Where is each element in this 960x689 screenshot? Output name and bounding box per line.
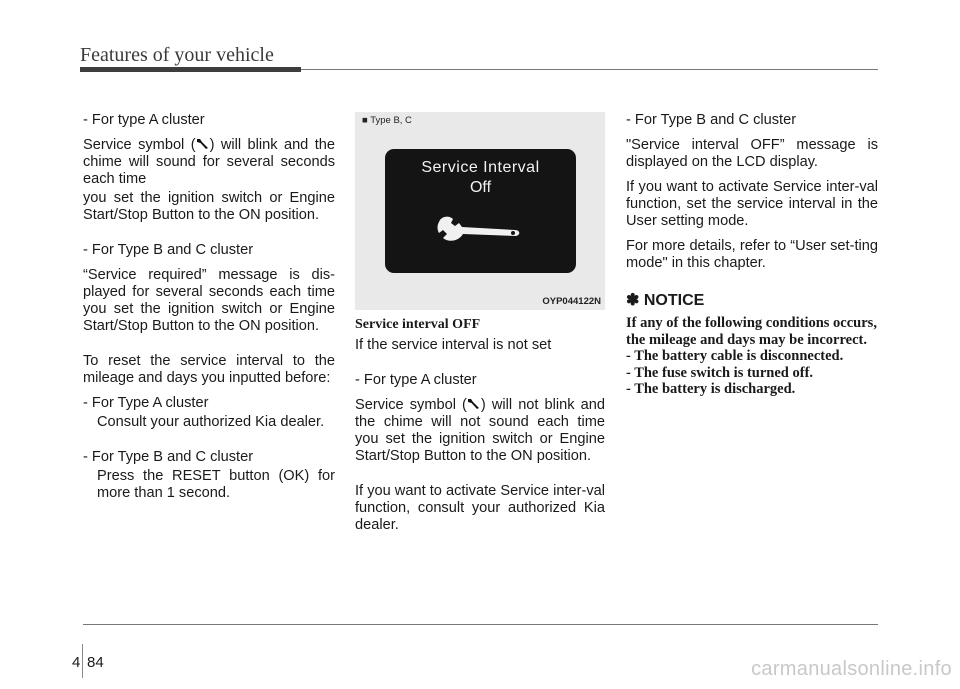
page-number: 84 <box>87 654 104 671</box>
wrench-icon <box>435 213 525 247</box>
figure-label: ■ Type B, C <box>362 115 412 126</box>
column-left <box>83 112 335 510</box>
lcd-text-line1: Service Interval <box>421 159 540 176</box>
wrench-icon <box>196 138 210 150</box>
paragraph <box>355 397 605 465</box>
watermark: carmanualsonline.info <box>751 658 952 680</box>
notice-body <box>626 315 878 398</box>
text-span: Service symbol ( <box>355 397 467 413</box>
section-heading: Service interval OFF <box>355 317 481 332</box>
chapter-number: 4 <box>72 654 81 671</box>
list-item-body: Consult your authorized Kia dealer. <box>97 414 325 430</box>
wrench-icon <box>467 398 481 410</box>
paragraph: To reset the service interval to the mileage and days you inputted before: <box>83 353 335 386</box>
paragraph: "Service interval OFF” message is displayed on the LCD display. <box>626 137 878 170</box>
footer-divider <box>82 644 83 678</box>
paragraph: you set the ignition switch or Engine Start/Stop Button to the ON position. <box>83 190 335 223</box>
notice-intro: If any of the following conditions occurs, the mileage and days may be incorrect. <box>626 315 877 348</box>
paragraph <box>83 137 335 188</box>
text-span: ) will blink and the chime will sound for several seconds each time <box>83 137 335 187</box>
cluster-figure <box>355 112 605 310</box>
column-right <box>626 112 878 398</box>
footer-rule <box>83 624 878 625</box>
paragraph: - For Type B and C cluster <box>626 112 797 128</box>
paragraph: If you want to activate Service inter-val function, consult your authorized Kia dealer. <box>355 483 605 533</box>
text-span: ) will not blink and the chime will not sound each time you set the ignition switch or Engine Start/Stop Button to the ON position. <box>355 397 605 464</box>
lcd-display <box>385 149 576 273</box>
paragraph: - For type A cluster <box>355 372 477 388</box>
page-header-title: Features of your vehicle <box>80 44 274 66</box>
paragraph: - For type A cluster <box>83 112 205 128</box>
paragraph: If the service interval is not set <box>355 337 552 353</box>
text-span: Service symbol ( <box>83 137 196 153</box>
notice-item: - The battery cable is disconnected. <box>626 348 844 364</box>
figure-code: OYP044122N <box>542 296 601 307</box>
header-rule <box>301 69 878 70</box>
paragraph: - For Type B and C cluster <box>83 242 254 258</box>
paragraph: If you want to activate Service inter-val function, set the service interval in the User setting mode. <box>626 179 878 229</box>
list-item-body: Press the RESET button (OK) for more than 1 second. <box>97 468 335 501</box>
notice-item: - The battery is discharged. <box>626 381 796 397</box>
notice-item: - The fuse switch is turned off. <box>626 364 814 381</box>
column-middle <box>355 316 605 542</box>
list-item: - For Type B and C cluster <box>83 449 254 465</box>
paragraph: “Service required” message is dis-played for several seconds each time you set the ignition switch or Engine Start/Stop Button to the ON position. <box>83 267 335 334</box>
paragraph: For more details, refer to “User set-ting mode" in this chapter. <box>626 238 878 271</box>
lcd-text-line2: Off <box>469 179 492 196</box>
list-item: - For Type A cluster <box>83 395 209 411</box>
header-bar <box>80 67 301 72</box>
notice-title: ✽ NOTICE <box>626 292 705 309</box>
